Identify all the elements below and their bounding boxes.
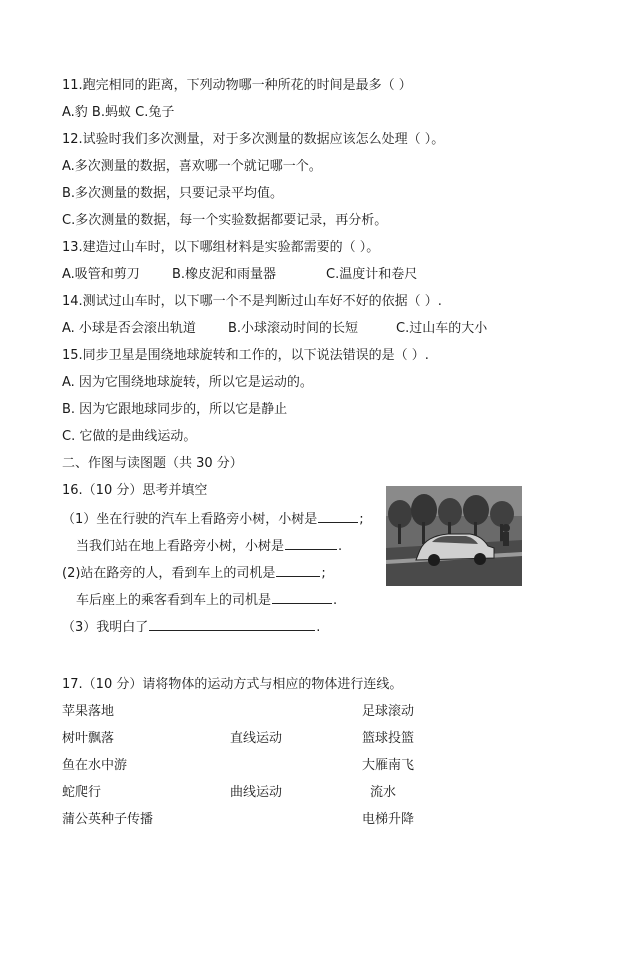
q17-stem: 17.（10 分）请将物体的运动方式与相应的物体进行连线。 bbox=[62, 677, 403, 692]
q15-option-a: A. 因为它围绕地球旋转，所以它是运动的。 bbox=[62, 375, 313, 390]
left-item[interactable]: 蛇爬行 bbox=[62, 785, 102, 800]
q13-option-c: C.温度计和卷尺 bbox=[326, 267, 418, 282]
q15-option-b: B. 因为它跟地球同步的，所以它是静止 bbox=[62, 402, 288, 417]
q12-option-b: B.多次测量的数据，只要记录平均值。 bbox=[62, 186, 284, 201]
section-2-title: 二、作图与读图题（共 30 分） bbox=[62, 456, 243, 471]
q16-part1a: （1）坐在行驶的汽车上看路旁小树，小树是 ; bbox=[62, 509, 364, 529]
q13-option-b: B.橡皮泥和雨量器 bbox=[172, 267, 277, 282]
q16-part1b: 当我们站在地上看路旁小树，小树是 . bbox=[76, 536, 342, 556]
answer-blank[interactable] bbox=[285, 536, 337, 550]
q15-stem: 15.同步卫星是围绕地球旋转和工作的，以下说法错误的是（ ）. bbox=[62, 348, 429, 363]
q16-stem: 16.（10 分）思考并填空 bbox=[62, 483, 208, 498]
q12-option-c: C.多次测量的数据，每一个实验数据都要记录，再分析。 bbox=[62, 213, 388, 228]
answer-blank[interactable] bbox=[149, 617, 315, 631]
q13-option-a: A.吸管和剪刀 bbox=[62, 267, 140, 282]
right-item[interactable]: 流水 bbox=[370, 785, 397, 800]
q14-option-a: A. 小球是否会滚出轨道 bbox=[62, 321, 196, 336]
q14-option-b: B.小球滚动时间的长短 bbox=[228, 321, 359, 336]
q14-option-c: C.过山车的大小 bbox=[396, 321, 488, 336]
right-item[interactable]: 足球滚动 bbox=[362, 704, 415, 719]
motion-type[interactable]: 曲线运动 bbox=[230, 785, 283, 800]
car-road-photo bbox=[386, 486, 522, 586]
motion-type[interactable]: 直线运动 bbox=[230, 731, 283, 746]
q11-options: A.豹 B.蚂蚁 C.兔子 bbox=[62, 105, 175, 120]
q12-option-a: A.多次测量的数据，喜欢哪一个就记哪一个。 bbox=[62, 159, 322, 174]
q13-stem: 13.建造过山车时，以下哪组材料是实验都需要的（ ）。 bbox=[62, 240, 380, 255]
answer-blank[interactable] bbox=[272, 590, 332, 604]
right-item[interactable]: 大雁南飞 bbox=[362, 758, 415, 773]
answer-blank[interactable] bbox=[318, 509, 358, 523]
q16-part2a: (2)站在路旁的人，看到车上的司机是 ; bbox=[62, 563, 326, 583]
q16-part2b: 车后座上的乘客看到车上的司机是 . bbox=[76, 590, 337, 610]
left-item[interactable]: 蒲公英种子传播 bbox=[62, 812, 154, 827]
right-item[interactable]: 电梯升降 bbox=[362, 812, 415, 827]
q11-stem: 11.跑完相同的距离，下列动物哪一种所花的时间是最多（ ） bbox=[62, 78, 412, 93]
left-item[interactable]: 树叶飘落 bbox=[62, 731, 115, 746]
left-item[interactable]: 苹果落地 bbox=[62, 704, 115, 719]
right-item[interactable]: 篮球投篮 bbox=[362, 731, 415, 746]
q15-option-c: C. 它做的是曲线运动。 bbox=[62, 429, 197, 444]
answer-blank[interactable] bbox=[276, 563, 320, 577]
car-illustration bbox=[386, 486, 522, 586]
q16-part3: （3）我明白了 . bbox=[62, 617, 320, 637]
q14-stem: 14.测试过山车时，以下哪一个不是判断过山车好不好的依据（ ）. bbox=[62, 294, 442, 309]
left-item[interactable]: 鱼在水中游 bbox=[62, 758, 128, 773]
q12-stem: 12.试验时我们多次测量，对于多次测量的数据应该怎么处理（ ）。 bbox=[62, 132, 445, 147]
